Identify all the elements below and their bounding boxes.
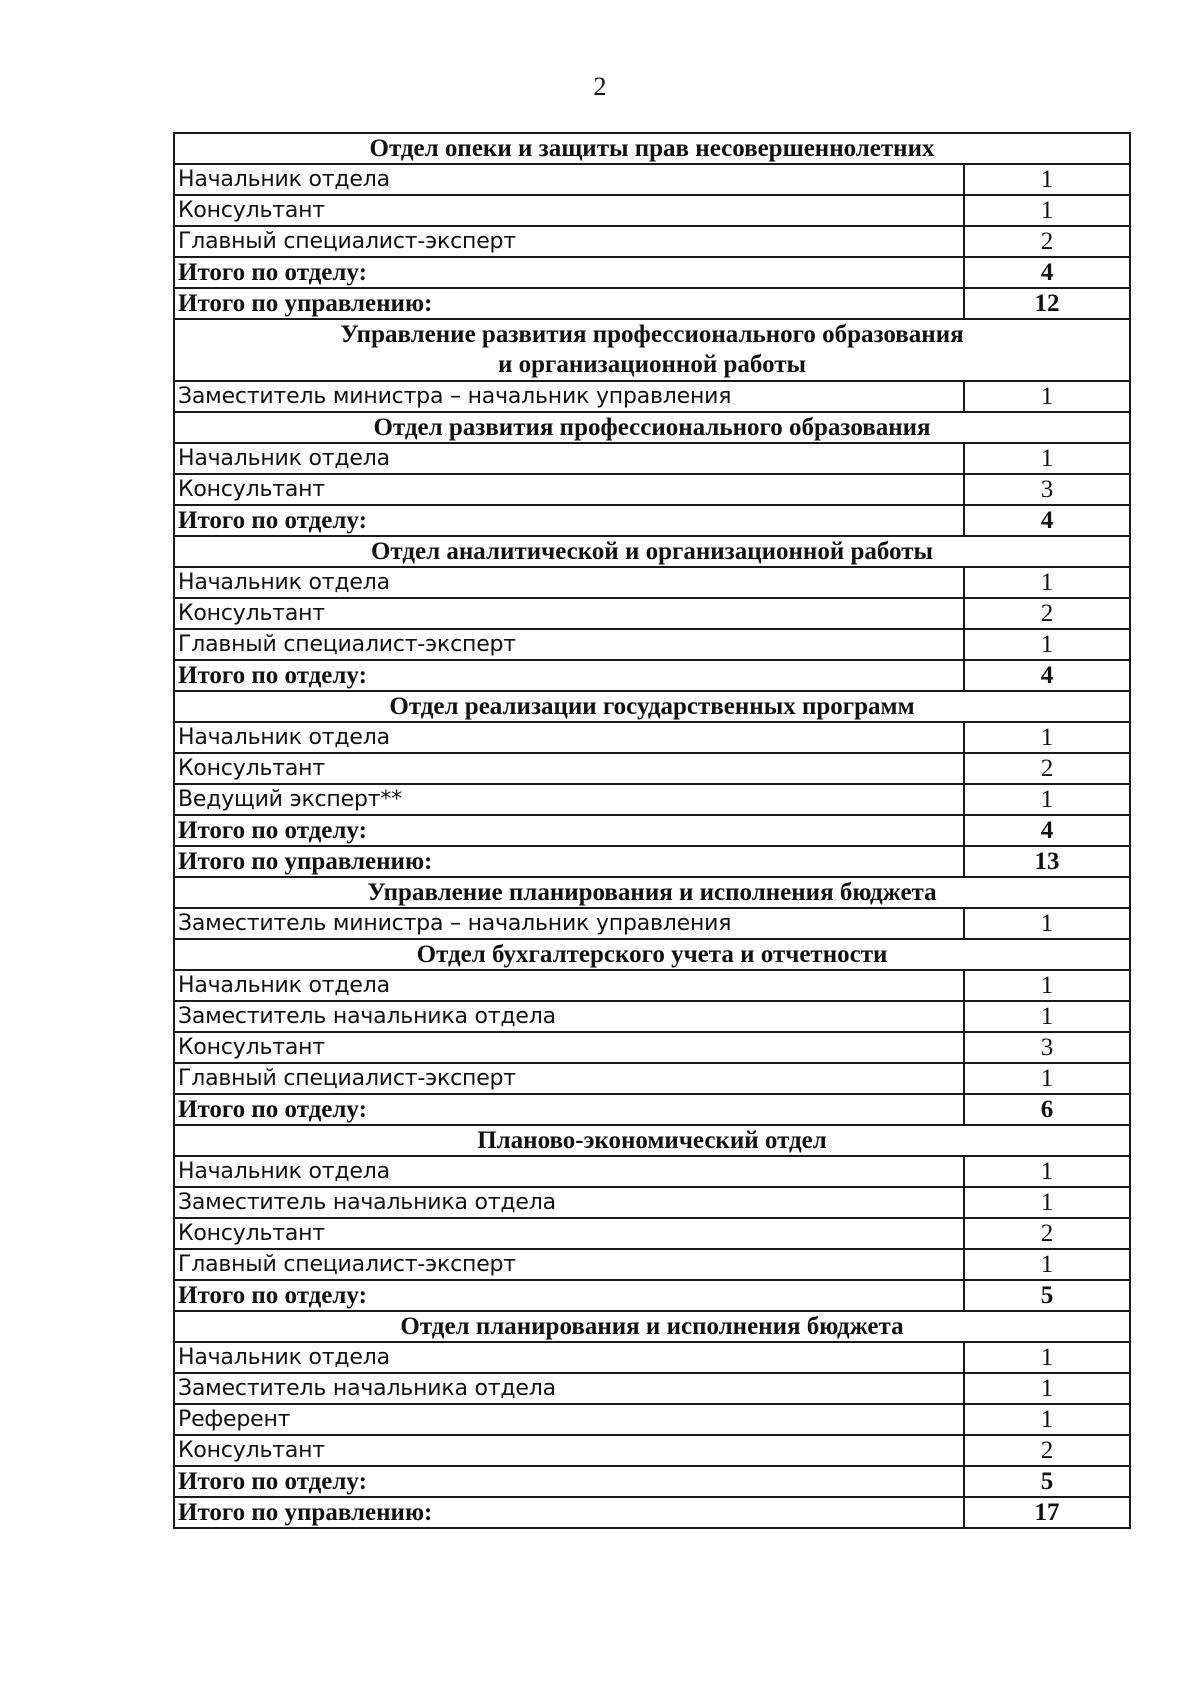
- total-row: [174, 1466, 1130, 1497]
- position-row: [174, 1435, 1130, 1466]
- total-row: [174, 1094, 1130, 1125]
- total-row: [174, 1280, 1130, 1311]
- section-header-row: [174, 691, 1130, 722]
- section-title-line: Отдел планирования и исполнения бюджета: [400, 1313, 904, 1340]
- total-label: Итого по отделу:: [174, 815, 964, 846]
- position-name: Ведущий эксперт**: [174, 784, 964, 815]
- position-count: 1: [964, 722, 1130, 753]
- position-name: Заместитель министра – начальник управления: [174, 381, 964, 412]
- position-name: Начальник отдела: [174, 443, 964, 474]
- position-name: Консультант: [174, 1435, 964, 1466]
- position-count: 1: [964, 1187, 1130, 1218]
- section-title: [174, 133, 1130, 164]
- total-row: [174, 505, 1130, 536]
- total-count: 12: [964, 288, 1130, 319]
- section-header-row: [174, 133, 1130, 164]
- position-name: Консультант: [174, 1218, 964, 1249]
- section-title-line: Отдел аналитической и организационной работы: [370, 538, 934, 565]
- section-title-line: Управление планирования и исполнения бюджета: [367, 879, 937, 906]
- staffing-table-body: [174, 133, 1130, 1528]
- total-count: 4: [964, 815, 1130, 846]
- position-row: [174, 195, 1130, 226]
- position-name: Консультант: [174, 1032, 964, 1063]
- position-name: Заместитель начальника отдела: [174, 1187, 964, 1218]
- section-title: [174, 939, 1130, 970]
- total-row: [174, 815, 1130, 846]
- position-count: 1: [964, 195, 1130, 226]
- section-title: [174, 1125, 1130, 1156]
- position-row: [174, 598, 1130, 629]
- position-row: [174, 629, 1130, 660]
- position-name: Референт: [174, 1404, 964, 1435]
- position-row: [174, 226, 1130, 257]
- position-name: Главный специалист-эксперт: [174, 1249, 964, 1280]
- section-header-row: [174, 1125, 1130, 1156]
- position-row: [174, 443, 1130, 474]
- total-label: Итого по управлению:: [174, 846, 964, 877]
- total-label: Итого по отделу:: [174, 505, 964, 536]
- section-title: [174, 319, 1130, 381]
- position-name: Заместитель министра – начальник управления: [174, 908, 964, 939]
- total-count: 4: [964, 257, 1130, 288]
- section-header-row: [174, 536, 1130, 567]
- position-name: Главный специалист-эксперт: [174, 629, 964, 660]
- position-count: 3: [964, 474, 1130, 505]
- position-count: 1: [964, 1063, 1130, 1094]
- position-count: 1: [964, 164, 1130, 195]
- section-header-row: [174, 412, 1130, 443]
- position-row: [174, 753, 1130, 784]
- position-name: Консультант: [174, 195, 964, 226]
- position-row: [174, 1187, 1130, 1218]
- section-header-row: [174, 939, 1130, 970]
- position-count: 2: [964, 598, 1130, 629]
- position-count: 1: [964, 1001, 1130, 1032]
- position-row: [174, 164, 1130, 195]
- total-count: 4: [964, 660, 1130, 691]
- position-row: [174, 474, 1130, 505]
- position-row: [174, 1342, 1130, 1373]
- position-row: [174, 1249, 1130, 1280]
- total-row: [174, 1497, 1130, 1528]
- total-label: Итого по отделу:: [174, 660, 964, 691]
- position-name: Консультант: [174, 474, 964, 505]
- total-count: 6: [964, 1094, 1130, 1125]
- position-row: [174, 784, 1130, 815]
- position-count: 1: [964, 1342, 1130, 1373]
- position-row: [174, 567, 1130, 598]
- total-row: [174, 660, 1130, 691]
- position-count: 1: [964, 1156, 1130, 1187]
- section-header-row: [174, 1311, 1130, 1342]
- position-name: Главный специалист-эксперт: [174, 1063, 964, 1094]
- staffing-table: [173, 132, 1131, 1529]
- position-name: Начальник отдела: [174, 722, 964, 753]
- section-title-line: Отдел бухгалтерского учета и отчетности: [416, 941, 888, 968]
- position-name: Начальник отдела: [174, 567, 964, 598]
- total-count: 13: [964, 846, 1130, 877]
- position-count: 1: [964, 970, 1130, 1001]
- total-label: Итого по отделу:: [174, 1094, 964, 1125]
- total-count: 17: [964, 1497, 1130, 1528]
- position-name: Начальник отдела: [174, 1156, 964, 1187]
- section-title: [174, 536, 1130, 567]
- position-name: Начальник отдела: [174, 164, 964, 195]
- section-title: [174, 1311, 1130, 1342]
- section-title-line: Отдел развития профессионального образования: [373, 414, 931, 441]
- position-count: 2: [964, 753, 1130, 784]
- total-count: 5: [964, 1466, 1130, 1497]
- position-count: 1: [964, 567, 1130, 598]
- position-count: 1: [964, 443, 1130, 474]
- position-row: [174, 381, 1130, 412]
- total-count: 4: [964, 505, 1130, 536]
- section-title-line: Планово-экономический отдел: [477, 1127, 827, 1154]
- position-name: Начальник отдела: [174, 970, 964, 1001]
- section-header-row: [174, 319, 1130, 381]
- section-title-line: и организационной работы: [497, 351, 807, 378]
- position-count: 1: [964, 784, 1130, 815]
- total-label: Итого по отделу:: [174, 257, 964, 288]
- section-title: [174, 691, 1130, 722]
- position-row: [174, 1156, 1130, 1187]
- position-count: 1: [964, 381, 1130, 412]
- total-label: Итого по управлению:: [174, 1497, 964, 1528]
- position-count: 2: [964, 1435, 1130, 1466]
- position-row: [174, 908, 1130, 939]
- position-row: [174, 1404, 1130, 1435]
- total-row: [174, 257, 1130, 288]
- total-row: [174, 846, 1130, 877]
- position-row: [174, 1063, 1130, 1094]
- position-row: [174, 1373, 1130, 1404]
- position-row: [174, 1218, 1130, 1249]
- position-name: Заместитель начальника отдела: [174, 1001, 964, 1032]
- page-number: 2: [593, 72, 607, 101]
- position-count: 1: [964, 1249, 1130, 1280]
- section-title: [174, 412, 1130, 443]
- position-count: 3: [964, 1032, 1130, 1063]
- section-title: [174, 877, 1130, 908]
- position-row: [174, 1032, 1130, 1063]
- section-title-line: Отдел опеки и защиты прав несовершеннолетних: [369, 135, 935, 162]
- total-label: Итого по отделу:: [174, 1280, 964, 1311]
- position-count: 1: [964, 908, 1130, 939]
- position-count: 2: [964, 226, 1130, 257]
- position-row: [174, 970, 1130, 1001]
- position-count: 1: [964, 1373, 1130, 1404]
- section-title-line: Управление развития профессионального образования: [340, 321, 964, 348]
- position-count: 1: [964, 1404, 1130, 1435]
- total-label: Итого по управлению:: [174, 288, 964, 319]
- total-label: Итого по отделу:: [174, 1466, 964, 1497]
- total-count: 5: [964, 1280, 1130, 1311]
- position-row: [174, 722, 1130, 753]
- section-header-row: [174, 877, 1130, 908]
- total-row: [174, 288, 1130, 319]
- section-title-line: Отдел реализации государственных программ: [389, 693, 915, 720]
- position-count: 2: [964, 1218, 1130, 1249]
- position-count: 1: [964, 629, 1130, 660]
- position-name: Консультант: [174, 753, 964, 784]
- position-row: [174, 1001, 1130, 1032]
- position-name: Начальник отдела: [174, 1342, 964, 1373]
- position-name: Главный специалист-эксперт: [174, 226, 964, 257]
- position-name: Консультант: [174, 598, 964, 629]
- position-name: Заместитель начальника отдела: [174, 1373, 964, 1404]
